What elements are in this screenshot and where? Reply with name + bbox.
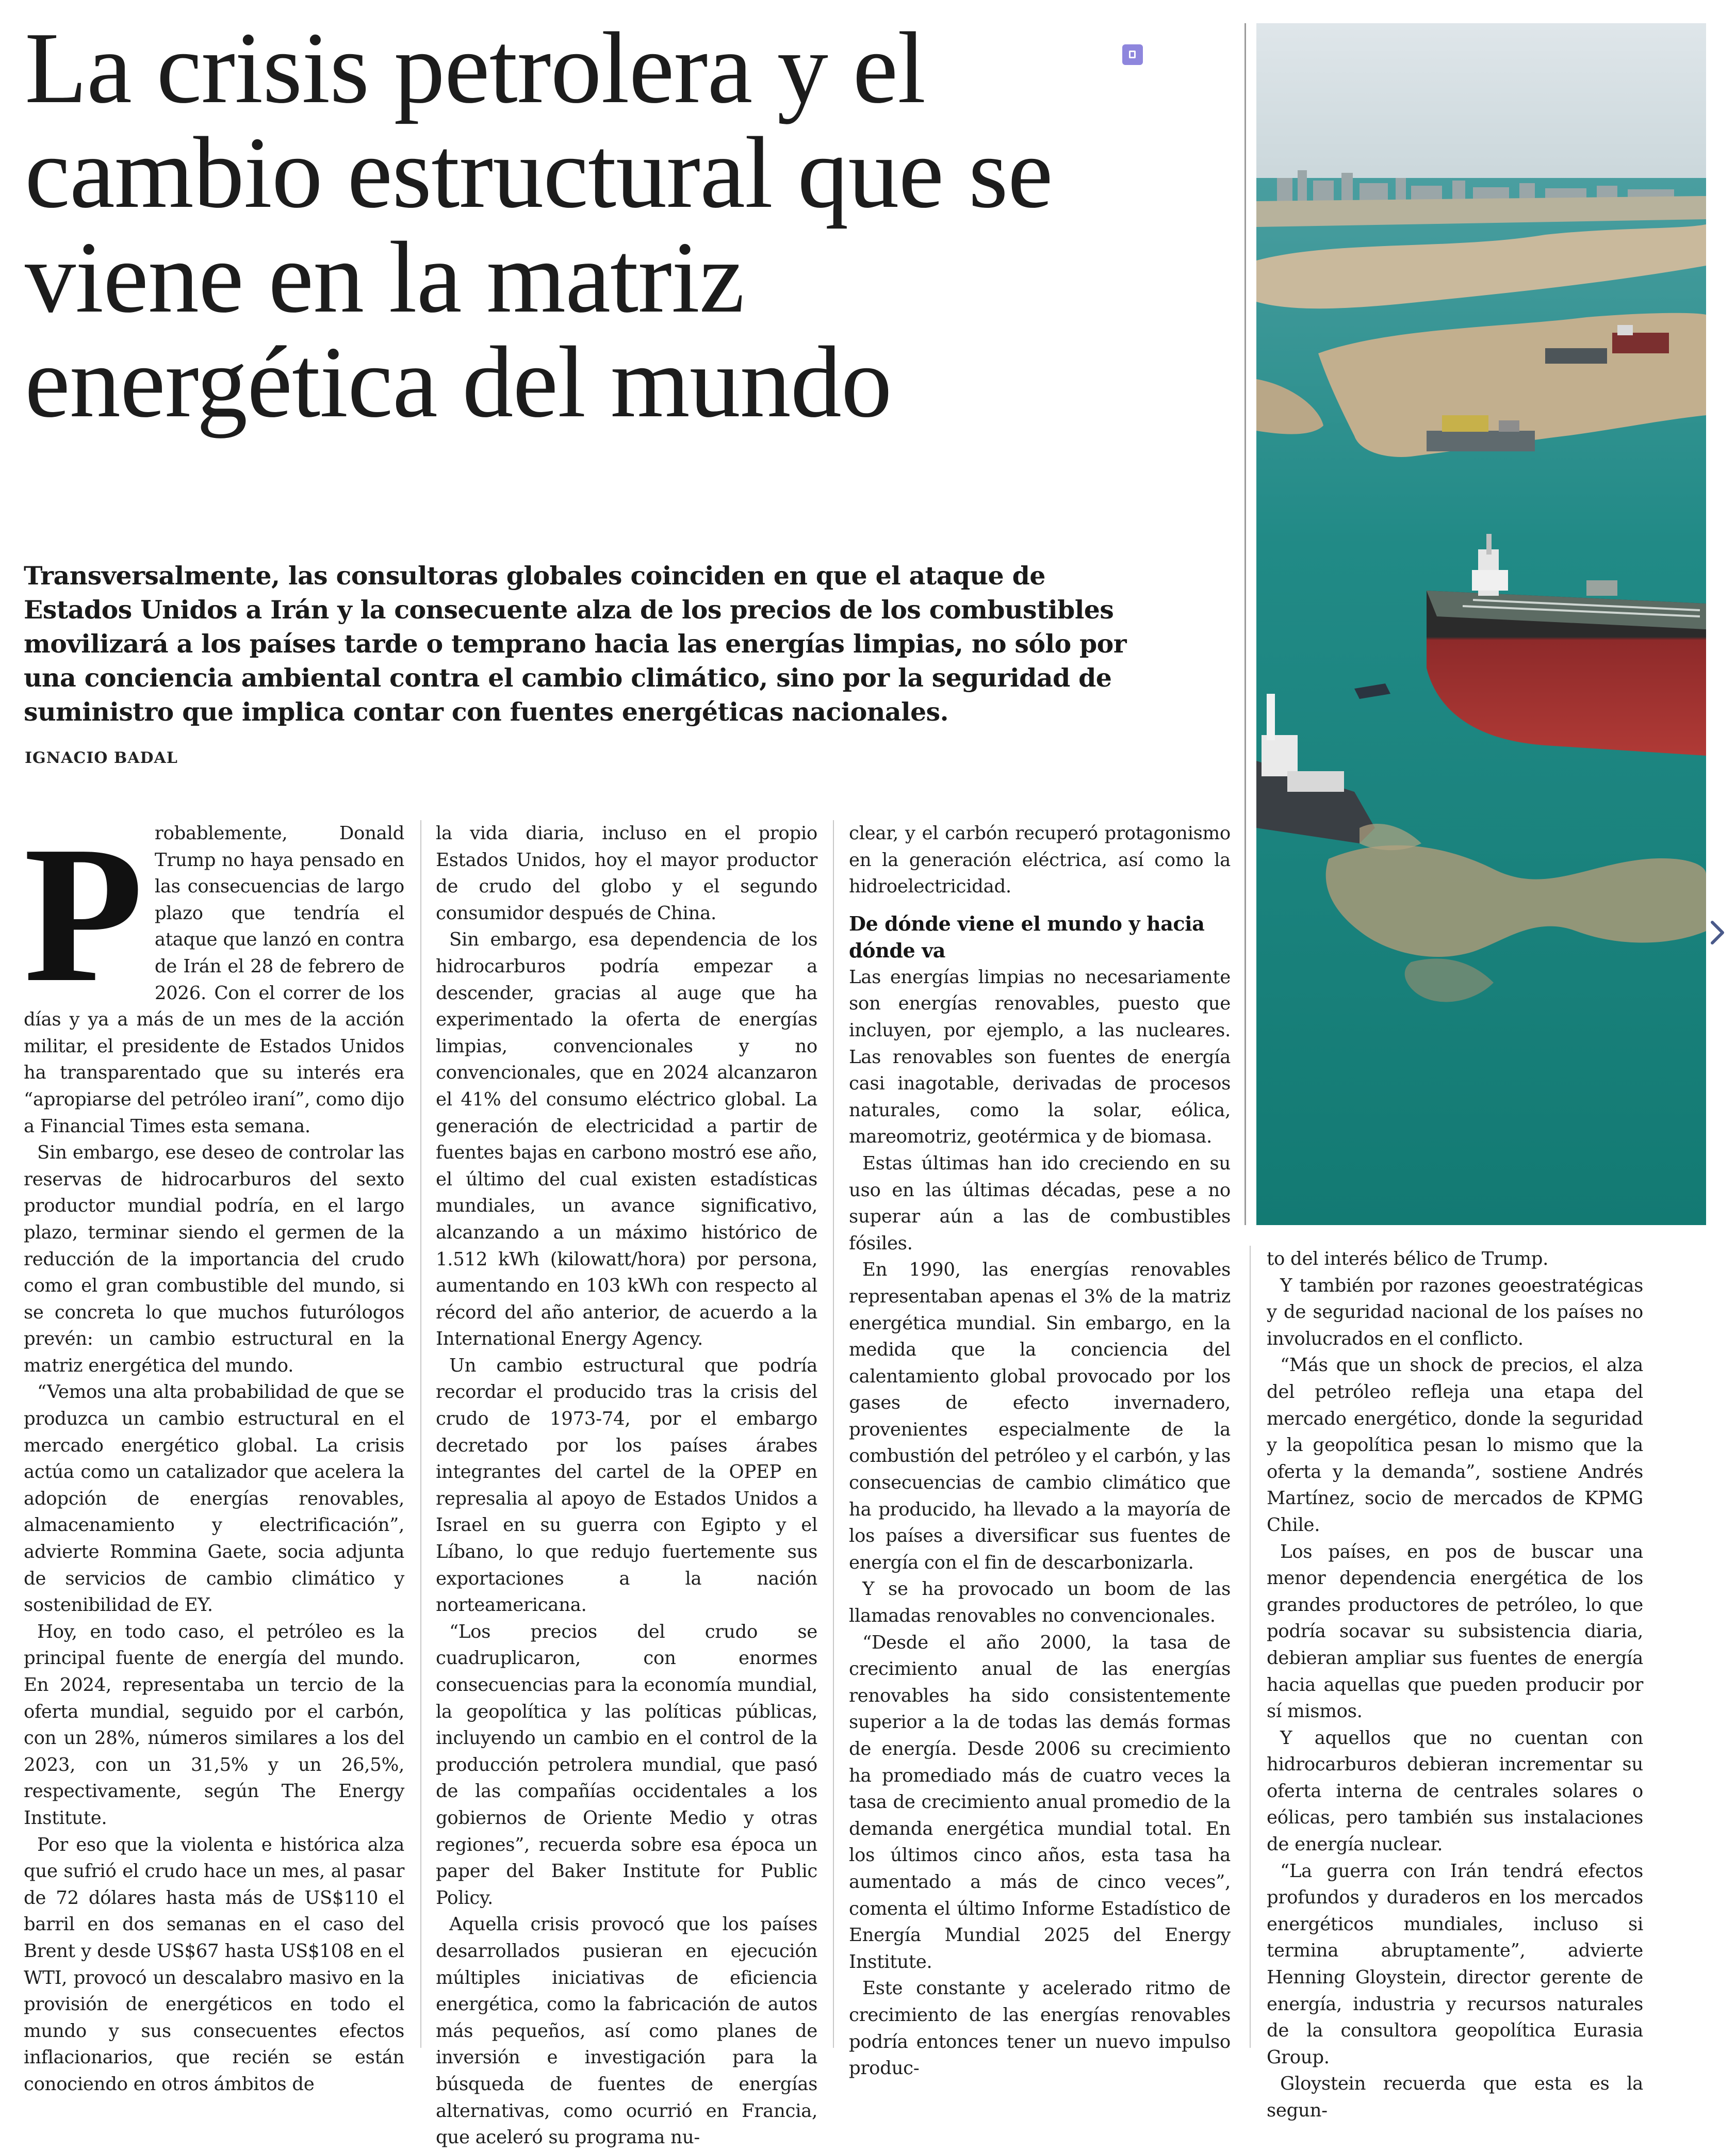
paragraph: Sin embargo, ese deseo de controlar las reservas de hidrocarburos del sexto productor mundial podría, en el largo plazo, terminar siendo el germen de la reducción de la importancia del crudo como el gran combustible del mundo, si se concreta lo que muchos futurólogos prevén: un cambio estructural en la matriz energética del mundo. — [24, 1142, 404, 1376]
deck: Transversalmente, las consultoras globales coinciden en que el ataque de Estados Unidos a Irán y la consecuente alza de los precios de los combustibles movilizará a los países tarde o temprano hacia las energías limpias, no sólo por una conciencia ambiental contra el cambio climático, sino por la seguridad de suministro que implica contar con fuentes energéticas nacionales. — [24, 561, 1126, 727]
paragraph: Este constante y acelerado ritmo de crecimiento de las energías renovables podría entonces tener un nuevo impulso produc- — [849, 1978, 1231, 2079]
paragraph: Y se ha provocado un boom de las llamadas renovables no convencionales. — [849, 1578, 1231, 1627]
column-divider — [420, 820, 421, 2048]
paragraph: “Vemos una alta probabilidad de que se produzca un cambio estructural en el mercado energético global. La crisis actúa como un catalizador que acelera la adopción de energías renovables, almacenamiento y electrificación”, advierte Rommina Gaete, socia adjunta de servicios de cambio climático y sostenibilidad de EY. — [24, 1381, 404, 1616]
byline: IGNACIO BADAL — [25, 749, 178, 767]
column-divider — [1250, 1246, 1251, 2048]
paragraph: clear, y el carbón recuperó protagonismo en la generación eléctrica, así como la hidroelectricidad. — [849, 823, 1231, 898]
paragraph: Sin embargo, esa dependencia de los hidrocarburos podría empezar a descender, gracias al auge que ha experimentado la oferta de energías limpias, convencionales y no convencionales, que en 2024 alcanzaron el 41% del consumo eléctrico global. La generación de electricidad a partir de fuentes bajas en carbono mostró ese año, el último del cual existen estadísticas mundiales, un avance significativo, alcanzando a un máximo histórico de 1.512 kWh (kilowatt/hora) por persona, aumentando en 103 kWh con respecto al récord del año anterior, de acuerdo a la International Energy Agency. — [436, 929, 817, 1350]
chevron-right-icon[interactable] — [1702, 914, 1733, 951]
paragraph: En 1990, las energías renovables representaban apenas el 3% de la matriz energética mundial. Sin embargo, en la medida que la conciencia del calentamiento global provocado por los gases de efecto invernadero, provenientes especialmente de la combustión del petróleo y el carbón, y las consecuencias de cambio climático que ha producido, ha llevado a la mayoría de los países a diversificar sus fuentes de energía con el fin de descarbonizarla. — [849, 1259, 1231, 1573]
paragraph: la vida diaria, incluso en el propio Estados Unidos, hoy el mayor productor de crudo del globo y el segundo consumidor después de China. — [436, 823, 817, 924]
paragraph: Los países, en pos de buscar una menor dependencia energética de los grandes productores de petróleo, lo que podría socavar su subsistencia diaria, debieran ampliar sus fuentes de energía hacia aquellas que pueden producir por sí mismos. — [1267, 1541, 1643, 1722]
paragraph: Y también por razones geoestratégicas y de seguridad nacional de los países no involucrados en el conflicto. — [1267, 1275, 1643, 1349]
article-column-2 — [436, 820, 817, 2148]
paragraph: Estas últimas han ido creciendo en su uso en las últimas décadas, pese a no superar aún a las de combustibles fósiles. — [849, 1152, 1231, 1254]
paragraph: Un cambio estructural que podría recordar el producido tras la crisis del crudo de 1973-74, por el embargo decretado por los países árabes integrantes del cartel de la OPEP en represalia al apoyo de Estados Unidos a Israel en su guerra con Egipto y el Líbano, lo que redujo fuertemente sus exportaciones a la nación norteamericana. — [436, 1355, 817, 1616]
paragraph: “La guerra con Irán tendrá efectos profundos y duraderos en los mercados energéticos mundiales, incluso si termina abruptamente”, advierte Henning Gloystein, director gerente de energía, industria y recursos naturales de la consultora geopolítica Eurasia Group. — [1267, 1860, 1643, 2068]
paragraph: Aquella crisis provocó que los países desarrollados pusieran en ejecución múltiples iniciativas de eficiencia energética, como la fabricación de autos más pequeños, así como planes de inversión e investigación para la búsqueda de fuentes de energías alternativas, como ocurrió en Francia, que aceleró su programa nu- — [436, 1914, 817, 2148]
paragraph: Por eso que la violenta e histórica alza que sufrió el crudo hace un mes, al pasar de 72 dólares hasta más de US$110 el barril en dos semanas en el caso del Brent y desde US$67 hasta US$108 en el WTI, provocó un descalabro masivo en la provisión de energéticos en todo el mundo y sus consecuentes efectos inflacionarios, que recién se están conociendo en otros ámbitos de — [24, 1834, 404, 2095]
paragraph: “Desde el año 2000, la tasa de crecimiento anual de las energías renovables ha sido consistentemente superior a la de todas las demás formas de energía. Desde 2006 su crecimiento ha promediado más de cuatro veces la tasa de crecimiento anual promedio de la demanda energética mundial total. En los últimos cinco años, esta tasa ha aumentado a más de cinco veces”, comenta el último Informe Estadístico de Energía Mundial 2025 del Energy Institute. — [849, 1632, 1231, 1973]
paragraph: “Más que un shock de precios, el alza del petróleo refleja una etapa del mercado energético, donde la seguridad y la geopolítica pesan lo mismo que la oferta y la demanda”, sostiene Andrés Martínez, socio de mercados de KPMG Chile. — [1267, 1355, 1643, 1536]
drop-cap: P — [24, 806, 143, 1023]
comment-icon[interactable] — [1122, 44, 1143, 65]
paragraph: Hoy, en todo caso, el petróleo es la principal fuente de energía del mundo. En 2024, representaba un tercio de la oferta mundial, seguido por el carbón, con un 28%, números similares a los del 2023, con un 31,5% y un 26,5%, respectivamente, según The Energy Institute. — [24, 1621, 404, 1829]
paragraph: robablemente, Donald Trump no haya pensado en las consecuencias de largo plazo que tendría el ataque que lanzó en contra de Irán el 28 de febrero de 2026. Con el correr de los días y ya a más de un mes de la acción militar, el presidente de Estados Unidos ha transparentado que su interés era “apropiarse del petróleo iraní”, como dijo a Financial Times esta semana. — [24, 823, 404, 1137]
aerial-harbor-photo — [1256, 23, 1706, 1225]
subheading: De dónde viene el mundo y hacia dónde va — [849, 911, 1205, 962]
article-column-3 — [849, 820, 1231, 2079]
column-divider — [833, 820, 834, 2048]
top-vertical-divider — [1244, 23, 1246, 1225]
paragraph: Gloystein recuerda que esta es la segun- — [1267, 2073, 1643, 2121]
paragraph: Las energías limpias no necesariamente son energías renovables, puesto que incluyen, por ejemplo, a las nucleares. Las renovables son fuentes de energía casi inagotable, derivadas de procesos naturales, como la solar, eólica, mareomotriz, geotérmica y de biomasa. — [849, 966, 1231, 1148]
headline: La crisis petrolera y el cambio estructural que se viene en la matriz energética del mundo — [25, 11, 1053, 438]
article-column-1 — [24, 806, 404, 2095]
paragraph: to del interés bélico de Trump. — [1267, 1248, 1549, 1269]
paragraph: Y aquellos que no cuentan con hidrocarburos debieran incrementar su oferta interna de centrales solares o eólicas, pero también sus instalaciones de energía nuclear. — [1267, 1727, 1643, 1855]
paragraph: “Los precios del crudo se cuadruplicaron, con enormes consecuencias para la economía mundial, la geopolítica y las políticas públicas, incluyendo un cambio en el control de la producción petrolera mundial, que pasó de las compañías occidentales a los gobiernos de Oriente Medio y otras regiones”, recuerda sobre esa época un paper del Baker Institute for Public Policy. — [436, 1621, 817, 1909]
article-column-4 — [1267, 1246, 1643, 2121]
